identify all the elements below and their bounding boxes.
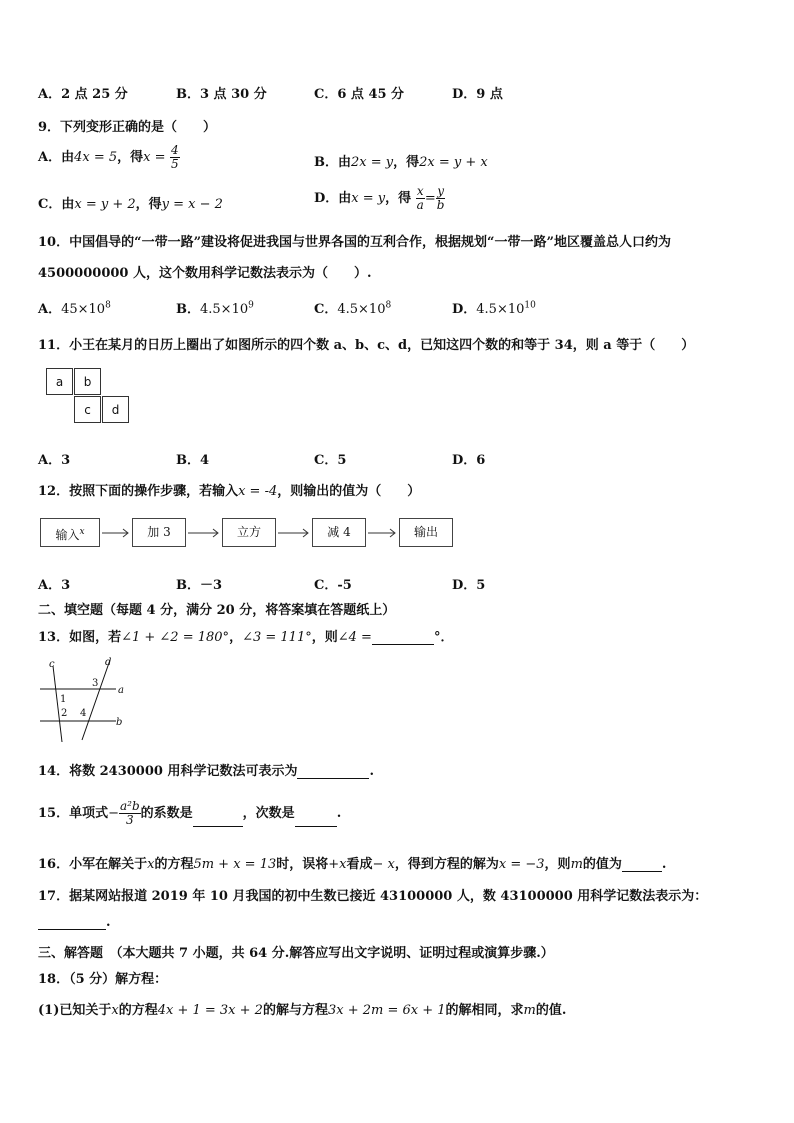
- calendar-cell-a: a: [46, 368, 73, 395]
- calendar-cell-b: b: [74, 368, 101, 395]
- q10-option-d: D．$4.5\times 10^{10}$: [452, 300, 536, 317]
- flow-input-box: 输入$^x$: [40, 518, 100, 547]
- q11-option-d: D．6: [452, 453, 486, 468]
- flow-add3-box: 加 3: [132, 518, 186, 547]
- fig-angle-1: 1: [60, 694, 67, 705]
- fig-angle-2: 2: [61, 708, 68, 719]
- q9-option-b: B．由2x = y，得2x = y + x: [314, 155, 488, 170]
- calendar-cell-d: d: [102, 396, 129, 423]
- flow-sub4-box: 减 4: [312, 518, 366, 547]
- q12-option-d: D．5: [452, 578, 486, 593]
- q11-stem: 11．小王在某月的日历上圈出了如图所示的四个数 a、b、c、d，已知这四个数的和等于 34，则 a 等于（ ）: [38, 338, 695, 353]
- q14-stem: 14．将数 2430000 用科学记数法可表示为 .: [38, 764, 374, 779]
- calendar-cell-c: c: [74, 396, 101, 423]
- q9-option-a: A．由4x = 5，得x = $\frac{4}{5}$: [38, 143, 179, 171]
- section3-heading: 三、解答题 （本大题共 7 小题，共 64 分.解答应写出文字说明、证明过程或演算步骤.）: [38, 946, 554, 961]
- flow-cube-box: 立方: [222, 518, 276, 547]
- q8-option-b: B．3 点 30 分: [176, 87, 267, 102]
- q18-stem: 18．（5 分）解方程：: [38, 972, 168, 987]
- q9-stem: 9．下列变形正确的是（ ）: [38, 120, 217, 135]
- fig-angle-3: 3: [92, 678, 99, 689]
- fig-label-a: a: [118, 685, 124, 696]
- q11-option-a: A．3: [38, 453, 71, 468]
- q12-option-c: C．-5: [314, 578, 352, 593]
- q8-option-a: A．2 点 25 分: [38, 87, 128, 102]
- q13-stem: 13．如图，若∠1 + ∠2 = 180°，∠3 = 111°，则∠4 = °．: [38, 630, 454, 645]
- q10-option-c: C．$4.5\times 10^8$: [314, 300, 392, 317]
- fig-angle-4: 4: [80, 708, 87, 719]
- q16-stem: 16．小军在解关于x的方程5m + x = 13时，误将+x看成− x，得到方程的解为x = −3，则m的值为 .: [38, 857, 667, 872]
- fig-label-d: d: [105, 657, 112, 668]
- q17-stem: 17．据某网站报道 2019 年 10 月我国的初中生数已接近 43100000 人，数 43100000 用科学记数法表示为：: [38, 889, 708, 904]
- q11-option-b: B．4: [176, 453, 210, 468]
- q10-option-a: A．$45\times 10^8$: [38, 300, 111, 317]
- fig-label-b: b: [116, 717, 123, 728]
- q10-option-b: B．$4.5\times 10^9$: [176, 300, 254, 317]
- q10-stem-line2: 4500000000 人，这个数用科学记数法表示为（ ）.: [38, 266, 372, 281]
- q18-part1: (1)已知关于x的方程4x + 1 = 3x + 2的解与方程3x + 2m = 6x + 1的解相同，求m的值.: [38, 1003, 567, 1018]
- flow-output-box: 输出: [399, 518, 453, 547]
- q10-stem-line1: 10．中国倡导的“一带一路”建设将促进我国与世界各国的互利合作，根据规划“一带一路”地区覆盖总人口约为: [38, 235, 672, 250]
- q12-option-a: A．3: [38, 578, 71, 593]
- q8-option-d: D．9 点: [452, 87, 503, 102]
- q15-stem: 15．单项式− $\frac{\text{a²b}}{3}$ 的系数是 ，次数是 .: [38, 799, 342, 827]
- q11-option-c: C．5: [314, 453, 347, 468]
- fig-label-c: c: [49, 659, 55, 670]
- parallel-lines-figure: [36, 652, 136, 746]
- q9-option-c: C．由x = y + 2，得y = x − 2: [38, 197, 223, 212]
- q8-option-c: C．6 点 45 分: [314, 87, 405, 102]
- q9-option-d: D．由x = y，得 $\frac{x}{a}$ = $\frac{y}{b}$: [314, 184, 445, 212]
- q17-answer-line: .: [38, 915, 111, 930]
- q12-option-b: B．－3: [176, 578, 223, 593]
- section2-heading: 二、填空题（每题 4 分，满分 20 分，将答案填在答题纸上）: [38, 603, 396, 618]
- q12-stem: 12．按照下面的操作步骤，若输入x = -4，则输出的值为（ ）: [38, 484, 421, 499]
